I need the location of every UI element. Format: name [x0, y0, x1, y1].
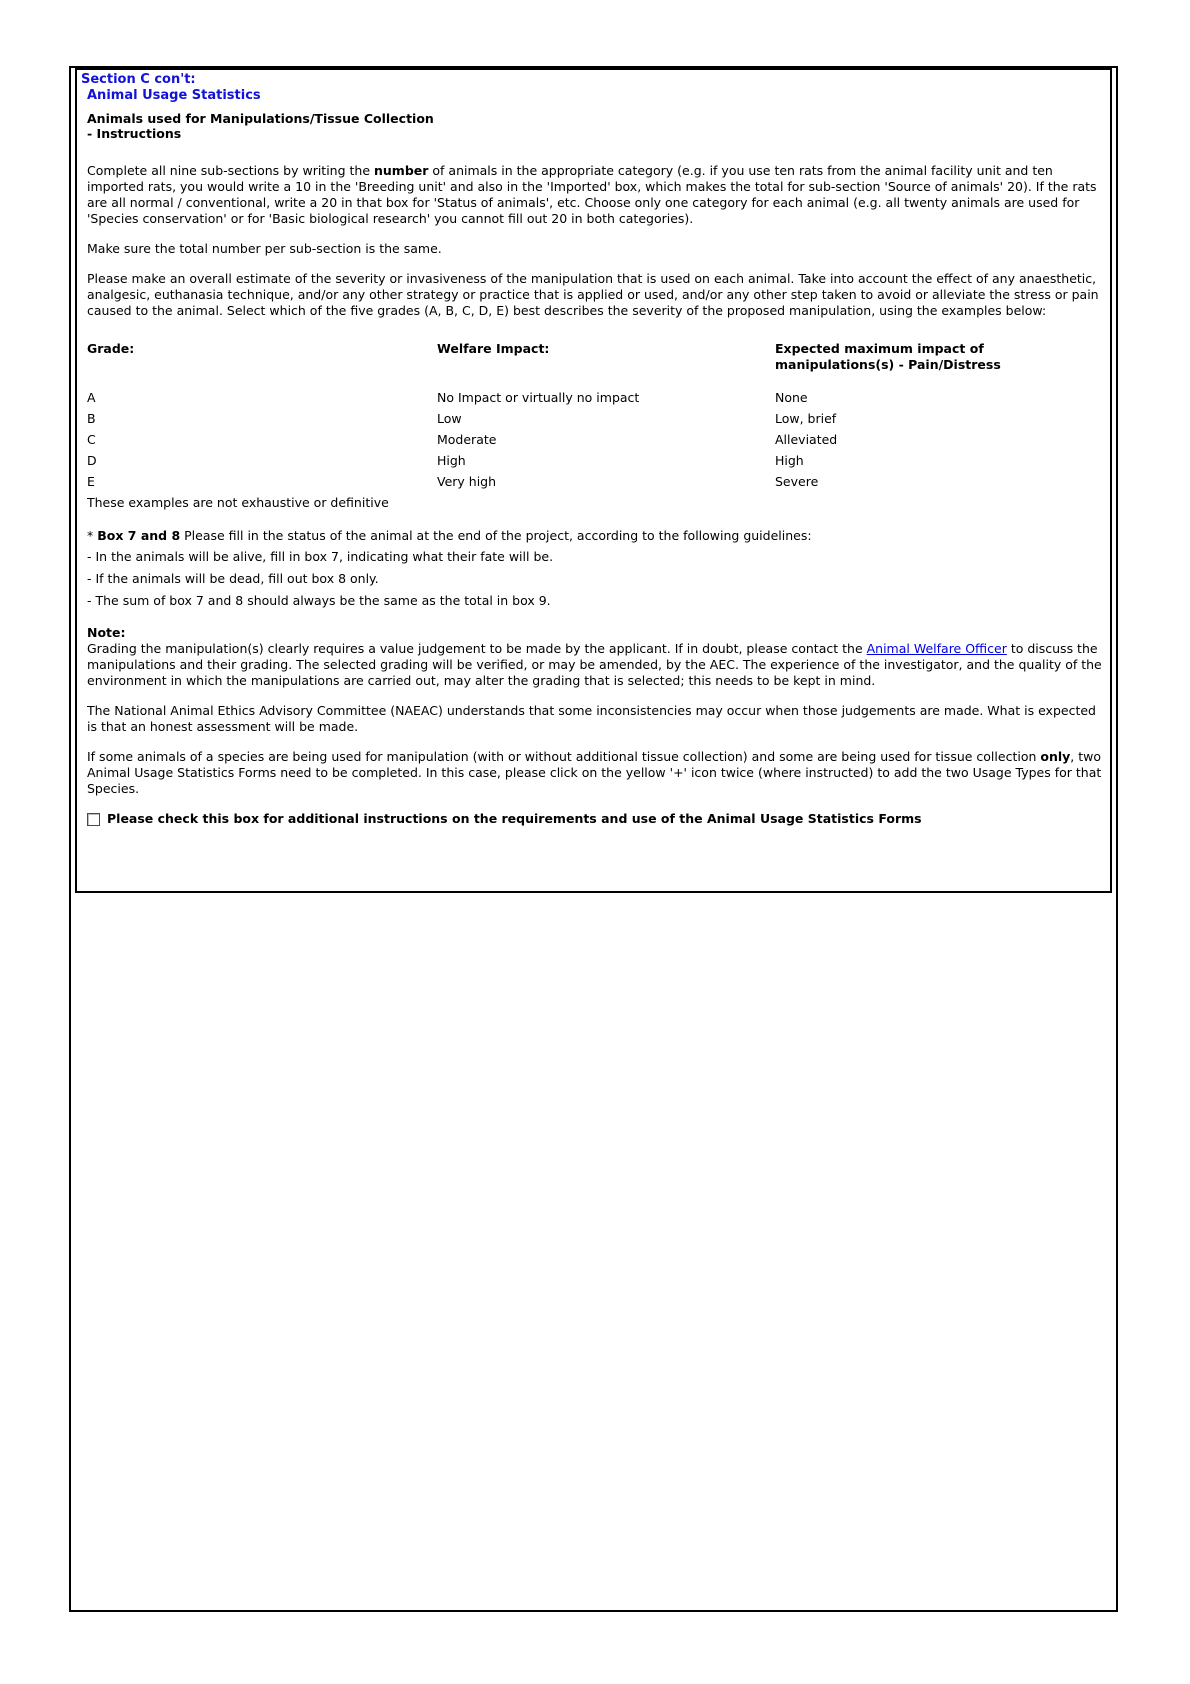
- grade-row-a-welfare: No Impact or virtually no impact: [437, 390, 640, 405]
- instructions-paragraph: [81, 163, 1104, 227]
- additional-instructions-row: [81, 811, 1104, 827]
- section-title: Section C con't:: [81, 72, 196, 87]
- instructions-text-bold: number: [374, 163, 429, 178]
- grade-header-grade: Grade:: [87, 341, 135, 356]
- section-subtitle: Animal Usage Statistics: [87, 88, 261, 103]
- grade-header-welfare: Welfare Impact:: [437, 341, 550, 356]
- grade-row-d-welfare: High: [437, 453, 466, 468]
- grade-row-c-grade: C: [87, 432, 96, 447]
- guideline-item-alive: - In the animals will be alive, fill in box 7, indicating what their fate will be.: [87, 549, 554, 564]
- species-text-pre: If some animals of a species are being used for manipulation (with or without additional tissue collection) and some are being used for tissue collection: [87, 749, 1041, 764]
- animal-welfare-officer-link[interactable]: Animal Welfare Officer: [866, 641, 1007, 656]
- grade-row-e-grade: E: [87, 474, 95, 489]
- guideline-item-dead: - If the animals will be dead, fill out box 8 only.: [87, 571, 379, 586]
- form-instructions-label: - Instructions: [87, 126, 182, 141]
- box-7-8-guidelines: [81, 528, 1104, 544]
- grade-row-d-grade: D: [87, 453, 97, 468]
- species-paragraph: [81, 749, 1104, 797]
- instructions-text-post: of animals in the appropriate category (e.g. if you use ten rats from the animal facility unit and ten imported rats, you would write a 10 in the 'Breeding unit' and also in the 'Imported' box, which makes the total for sub-section 'Source of animals' 20). If the rats are all normal / conventional, write a 20 in that box for 'Status of animals', etc. Choose only one category for each animal (e.g. all twenty animals are used for 'Species conservation' or for 'Basic biological research' you cannot fill out 20 in both categories).: [87, 163, 1097, 226]
- instructions-panel: [75, 68, 1112, 893]
- naeac-paragraph: The National Animal Ethics Advisory Committee (NAEAC) understands that some inconsistencies may occur when those judgements are made. What is expected is that an honest assessment will be made.: [87, 703, 1096, 734]
- severity-paragraph: Please make an overall estimate of the severity or invasiveness of the manipulation that is used on each animal. Take into account the effect of any anaesthetic, analgesic, euthanasia technique, and/or any other strategy or practice that is applied or used, and/or any other step taken to avoid or alleviate the stress or pain caused to the animal. Select which of the five grades (A, B, C, D, E) best describes the severity of the proposed manipulation, using the examples below:: [87, 271, 1099, 318]
- grade-row-b-welfare: Low: [437, 411, 462, 426]
- grade-row-c-impact: Alleviated: [775, 432, 838, 447]
- box-7-8-star: *: [87, 528, 98, 543]
- box-7-8-rest: Please fill in the status of the animal at the end of the project, according to the following guidelines:: [180, 528, 812, 543]
- examples-footnote: These examples are not exhaustive or definitive: [87, 495, 389, 510]
- grade-row-a-impact: None: [775, 390, 808, 405]
- grade-row-e-impact: Severe: [775, 474, 819, 489]
- grade-row-d-impact: High: [775, 453, 804, 468]
- page-frame: [69, 66, 1118, 1612]
- species-text-post: , two Animal Usage Statistics Forms need to be completed. In this case, please click on the yellow '+' icon twice (where instructed) to add the two Usage Types for that Species.: [87, 749, 1102, 796]
- form-title: Animals used for Manipulations/Tissue Collection: [87, 111, 434, 126]
- note-label: Note:: [87, 625, 126, 640]
- grade-row-a-grade: A: [87, 390, 96, 405]
- species-text-bold: only: [1040, 749, 1071, 764]
- grade-row-e-welfare: Very high: [437, 474, 497, 489]
- grade-row-b-impact: Low, brief: [775, 411, 837, 426]
- note-text-post: to discuss the manipulations and their grading. The selected grading will be verified, or may be amended, by the AEC. The experience of the investigator, and the quality of the environment in which the manipulations are carried out, may alter the grading that is selected; this needs to be kept in mind.: [87, 641, 1102, 688]
- box-7-8-bold: Box 7 and 8: [97, 528, 181, 543]
- note-text-pre: Grading the manipulation(s) clearly requires a value judgement to be made by the applicant. If in doubt, please contact the: [87, 641, 867, 656]
- note-paragraph: [81, 641, 1104, 689]
- additional-instructions-checkbox[interactable]: [87, 813, 100, 826]
- grade-table: [81, 341, 1104, 492]
- grade-row-c-welfare: Moderate: [437, 432, 497, 447]
- guideline-item-sum: - The sum of box 7 and 8 should always be the same as the total in box 9.: [87, 593, 551, 608]
- grade-header-impact: Expected maximum impact of manipulations(s) - Pain/Distress: [775, 341, 1001, 372]
- instructions-text-pre: Complete all nine sub-sections by writing the: [87, 163, 374, 178]
- make-sure-note: Make sure the total number per sub-section is the same.: [87, 241, 442, 256]
- grade-row-b-grade: B: [87, 411, 96, 426]
- guidelines-list: [81, 546, 1104, 612]
- additional-instructions-checkbox-label: Please check this box for additional instructions on the requirements and use of the Animal Usage Statistics Forms: [107, 811, 922, 826]
